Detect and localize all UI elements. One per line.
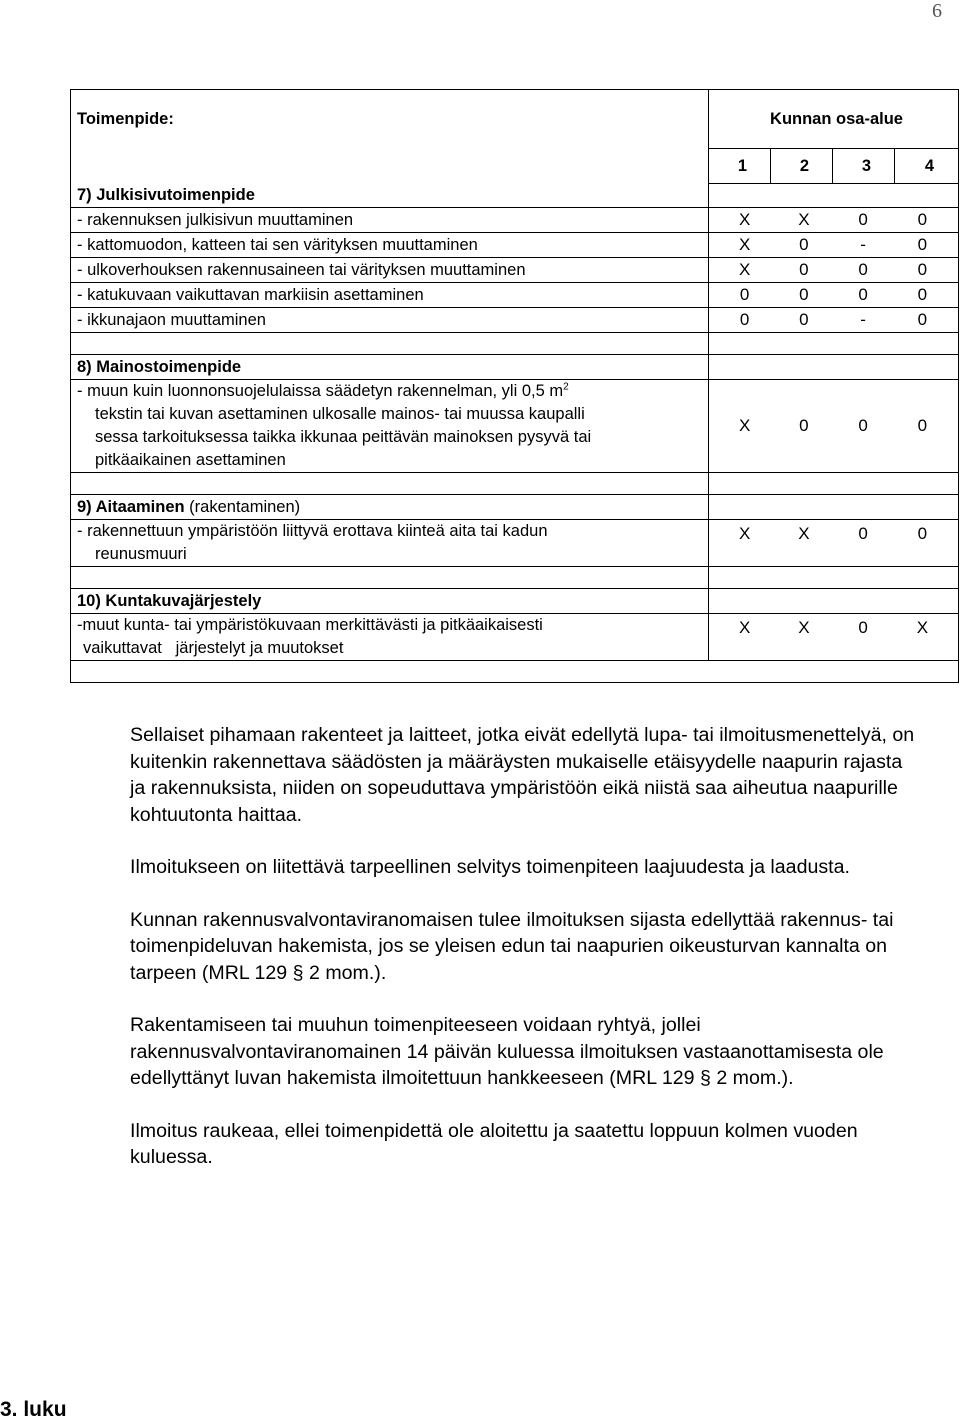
header-left: Toimenpide: [71,90,709,148]
mark: X [798,210,810,229]
mark: 0 [917,416,928,435]
mark: 0 [858,524,868,543]
table-header-row [71,90,959,148]
mark: 0 [917,310,928,329]
mark: - [860,235,866,254]
spacer-row [71,473,959,495]
table-row [71,258,959,283]
mark: 0 [917,260,928,279]
column-3: 3 [833,148,895,183]
mark: 0 [858,260,868,279]
mark: 0 [799,310,809,329]
table-row [71,283,959,308]
body-text [130,722,920,1197]
mark: X [738,260,751,279]
column-2: 2 [771,148,833,183]
row-text: - ulkoverhouksen rakennusaineen tai värityksen muuttaminen [71,258,709,283]
spacer-row [71,567,959,589]
table-row [71,614,959,661]
section-8-title-row [71,355,959,380]
mark: 0 [917,210,928,229]
mark: 0 [858,618,868,637]
mark: 0 [739,310,750,329]
row-text: - katukuvaan vaikuttavan markiisin asettaminen [71,283,709,308]
section-title: 10) Kuntakuvajärjestely [71,589,709,614]
mark: X [738,235,751,254]
measures-table-main [70,89,959,683]
paragraph: Ilmoitus raukeaa, ellei toimenpidettä ole aloitettu ja saatettu loppuun kolmen vuoden kuluessa. [130,1119,858,1168]
row-text-line: - muun kuin luonnonsuojelulaissa säädetyn rakennelman, yli 0,5 $m^2$ [77,381,569,400]
mark: X [738,210,751,229]
table-row [71,208,959,233]
table-row [71,308,959,333]
mark: - [860,310,866,329]
row-text: - kattomuodon, katteen tai sen värityksen muuttaminen [71,233,709,258]
mark: X [738,618,751,637]
row-text-line: pitkäaikainen asettaminen [95,451,286,469]
mark: X [916,618,929,637]
mark: 0 [799,235,809,254]
spacer-row [71,661,959,683]
superscript: 2 [563,381,569,393]
mark: 0 [917,285,928,304]
section-10-title-row [71,589,959,614]
mark: 0 [917,524,928,543]
section-title: 7) Julkisivutoimenpide [71,183,709,208]
row-text-line: vaikuttavat järjestelyt ja muutokset [83,639,344,657]
spacer-row [71,333,959,355]
row-text-line: - rakennettuun ympäristöön liittyvä erottava kiinteä aita tai kadun [77,522,548,540]
mark: 0 [858,210,868,229]
mark: 0 [917,235,928,254]
mark: 0 [858,285,868,304]
table-row [71,380,959,473]
mark: X [798,618,810,637]
row-text-line: tekstin tai kuvan asettaminen ulkosalle mainos- tai muussa kaupalli [95,405,585,423]
row-text-line: reunusmuuri [95,545,187,563]
mark: 0 [799,416,809,435]
mark: 0 [799,260,809,279]
paragraph: Rakentamiseen tai muuhun toimenpiteeseen voidaan ryhtyä, jollei rakennusvalvontaviranomainen 14 päivän kuluessa ilmoituksen vastaanottamisesta ole edellyttänyt luvan hakemista ilmoitettuun hankkeeseen (MRL 129 § 2 mom.). [130,1014,884,1089]
section-title: 8) Mainostoimenpide [71,355,709,380]
row-text: - ikkunajaon muuttaminen [71,308,709,333]
column-1: 1 [709,148,771,183]
row-text-line: sessa tarkoituksessa taikka ikkunaa peittävän mainoksen pysyvä tai [95,428,592,446]
mark: X [738,416,751,435]
page-number: 6 [932,0,942,22]
mark: X [798,524,810,543]
table-row [71,520,959,567]
column-numbers-row [71,148,959,183]
section-title-suffix: (rakentaminen) [184,498,301,516]
mark: X [738,524,751,543]
section-9-title-row [71,495,959,520]
row-text-line: -muut kunta- tai ympäristökuvaan merkittävästi ja pitkäaikaisesti [77,616,543,634]
paragraph: Kunnan rakennusvalvontaviranomaisen tulee ilmoituksen sijasta edellyttää rakennus- tai toimenpideluvan hakemista, jos se yleisen edun tai naapurien oikeusturvan kannalta on tarpeen (MRL 129 § 2 mom.). [130,908,894,984]
column-4: 4 [895,148,959,183]
paragraph: Ilmoitukseen on liitettävä tarpeellinen selvitys toimenpiteen laajuudesta ja laadusta. [130,856,850,878]
chapter-footer: 3. luku [0,1398,67,1421]
row-text: - rakennuksen julkisivun muuttaminen [71,208,709,233]
paragraph: Sellaiset pihamaan rakenteet ja laitteet, jotka eivät edellytä lupa- tai ilmoitusmenettelyä, on kuitenkin rakennettava säädösten ja määräysten mukaiselle etäisyydelle naapurin rajasta ja rakennuksista, niiden on sopeuduttava ympäristöön eikä niistä saa aiheutua naapurille kohtuutonta haittaa. [130,724,915,826]
table-row [71,233,959,258]
section-7-title-row [71,183,959,208]
mark: 0 [739,285,750,304]
mark: 0 [858,416,868,435]
header-right: Kunnan osa-alue [709,90,959,148]
section-title: 9) Aitaaminen [77,498,185,516]
mark: 0 [799,285,809,304]
